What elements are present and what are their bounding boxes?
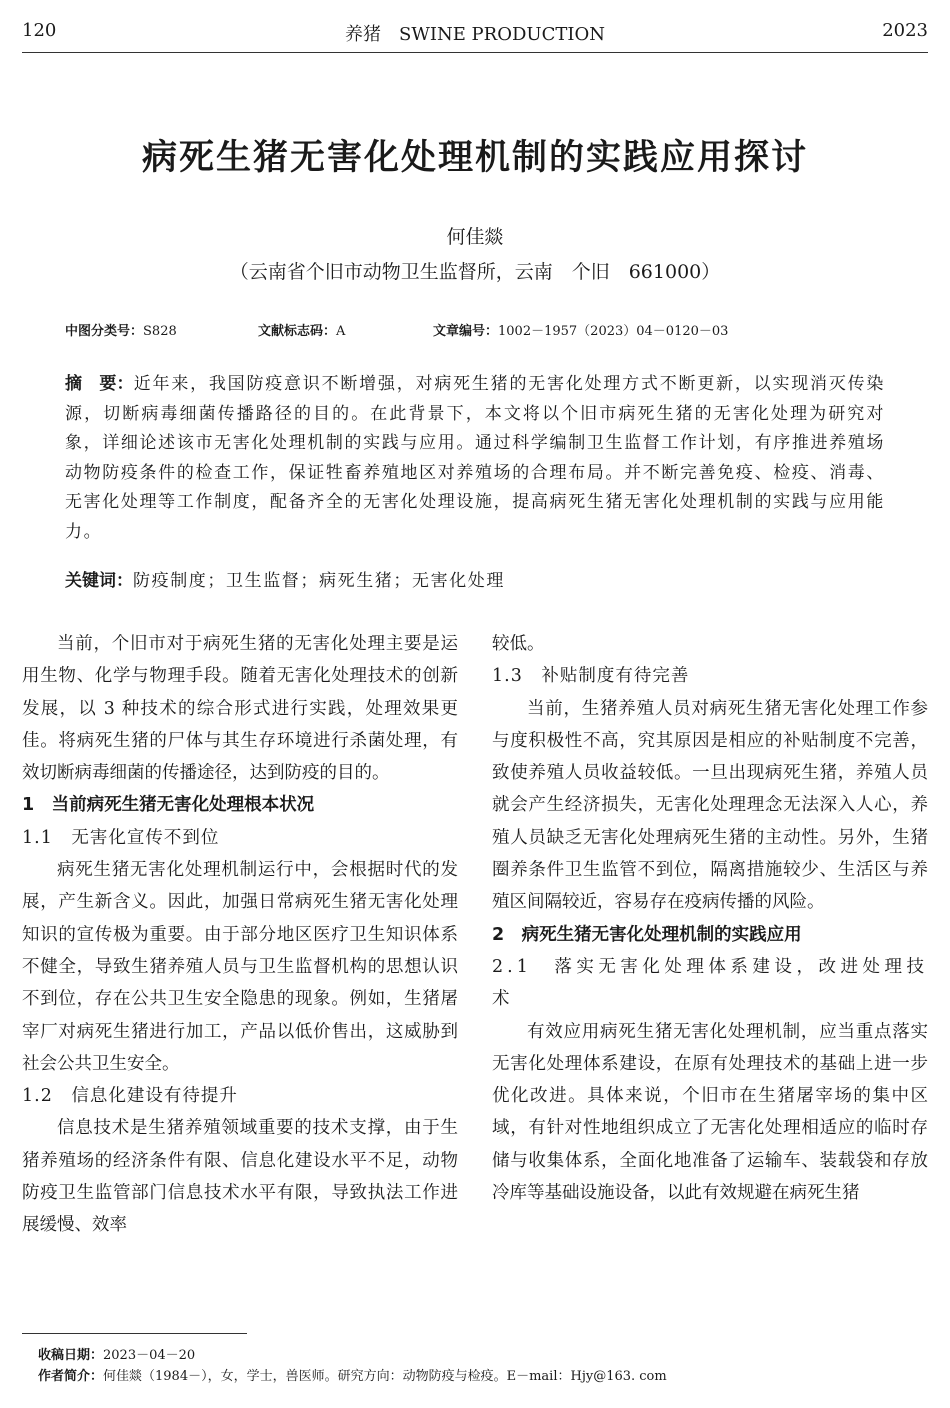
footnote-rule	[22, 1333, 247, 1334]
abstract-label: 摘 要：	[65, 374, 134, 394]
article-metadata	[65, 320, 885, 338]
page-number: 120	[22, 20, 57, 41]
running-header	[0, 20, 950, 46]
keywords	[65, 567, 885, 596]
continued-paragraph: 较低。	[492, 634, 545, 654]
section-2-heading: 2 病死生猪无害化处理机制的实践应用	[492, 924, 802, 945]
keywords-label: 关键词：	[65, 571, 133, 591]
body-column-right	[492, 628, 928, 1209]
header-rule	[22, 52, 928, 53]
author-bio: 作者简介：何佳燚（1984－），女，学士，兽医师。研究方向：动物防疫与检疫。E－mail：Hjy@163. com	[38, 1369, 667, 1384]
section-1-3-heading: 1.3 补贴制度有待完善	[492, 666, 690, 687]
article-title: 病死生猪无害化处理机制的实践应用探讨	[141, 138, 808, 178]
received-date: 收稿日期：2023－04－20	[38, 1348, 196, 1363]
abstract	[65, 370, 885, 547]
intro-paragraph: 当前，个旧市对于病死生猪的无害化处理主要是运用生物、化学与物理手段。随着无害化处理技术的创新发展，以 3 种技术的综合形式进行实践，处理效果更佳。将病死生猪的尸体与其生存环境进行杀菌处理，有效切断病毒细菌的传播途径，达到防疫的目的。	[22, 634, 458, 784]
section-1-2-paragraph: 信息技术是生猪养殖领域重要的技术支撑，由于生猪养殖场的经济条件有限、信息化建设水平不足，动物防疫卫生监管部门信息技术水平有限，导致执法工作进展缓慢、效率	[22, 1118, 458, 1236]
section-1-1-heading: 1.1 无害化宣传不到位	[22, 827, 220, 848]
section-1-3-paragraph: 当前，生猪养殖人员对病死生猪无害化处理工作参与度积极性不高，究其原因是相应的补贴制度不完善，致使养殖人员收益较低。一旦出现病死生猪，养殖人员就会产生经济损失，无害化处理理念无法深入人心，养殖人员缺乏无害化处理病死生猪的主动性。另外，生猪圈养条件卫生监管不到位，隔离措施较少、生活区与养殖区间隔较近，容易存在疫病传播的风险。	[492, 698, 928, 913]
author-name: 何佳燚	[446, 226, 504, 248]
section-1-1-paragraph: 病死生猪无害化处理机制运行中，会根据时代的发展，产生新含义。因此，加强日常病死生猪无害化处理知识的宣传极为重要。由于部分地区医疗卫生知识体系不健全，导致生猪养殖人员与卫生监督机构的思想认识不到位，存在公共卫生安全隐患的现象。例如，生猪屠宰厂对病死生猪进行加工，产品以低价售出，这威胁到社会公共卫生安全。	[22, 860, 458, 1074]
body-column-left	[22, 628, 458, 1242]
journal-name: 养猪 SWINE PRODUCTION	[345, 24, 605, 45]
article-number: 文章编号：1002－1957（2023）04－0120－03	[433, 324, 729, 339]
section-2-1-heading: 2.1 落实无害化处理体系建设，改进处理技术	[492, 956, 928, 1010]
abstract-text: 近年来，我国防疫意识不断增强，对病死生猪的无害化处理方式不断更新，以实现消灭传染源，切断病毒细菌传播路径的目的。在此背景下，本文将以个旧市病死生猪的无害化处理为研究对象，详细论述该市无害化处理机制的实践与应用。通过科学编制卫生监督工作计划，有序推进养殖场动物防疫条件的检查工作，保证牲畜养殖地区对养殖场的合理布局。并不断完善免疫、检疫、消毒、无害化处理等工作制度，配备齐全的无害化处理设施，提高病死生猪无害化处理机制的实践与应用能力。	[65, 374, 886, 542]
section-1-2-heading: 1.2 信息化建设有待提升	[22, 1086, 238, 1107]
document-code: 文献标志码：A	[258, 324, 346, 339]
section-2-1-paragraph: 有效应用病死生猪无害化处理机制，应当重点落实无害化处理体系建设，在原有处理技术的基础上进一步优化改进。具体来说，个旧市在生猪屠宰场的集中区域，有针对性地组织成立了无害化处理相适应的临时存储与收集体系，全面化地准备了运输车、装载袋和存放冷库等基础设施设备，以此有效规避在病死生猪	[492, 1021, 928, 1204]
clc-number: 中图分类号：S828	[65, 324, 177, 339]
keywords-text: 防疫制度；卫生监督；病死生猪；无害化处理	[133, 571, 505, 591]
author-affiliation: （云南省个旧市动物卫生监督所，云南 个旧 661000）	[229, 261, 721, 283]
journal-year: 2023	[882, 20, 928, 41]
section-1-heading: 1 当前病死生猪无害化处理根本状况	[22, 795, 315, 816]
